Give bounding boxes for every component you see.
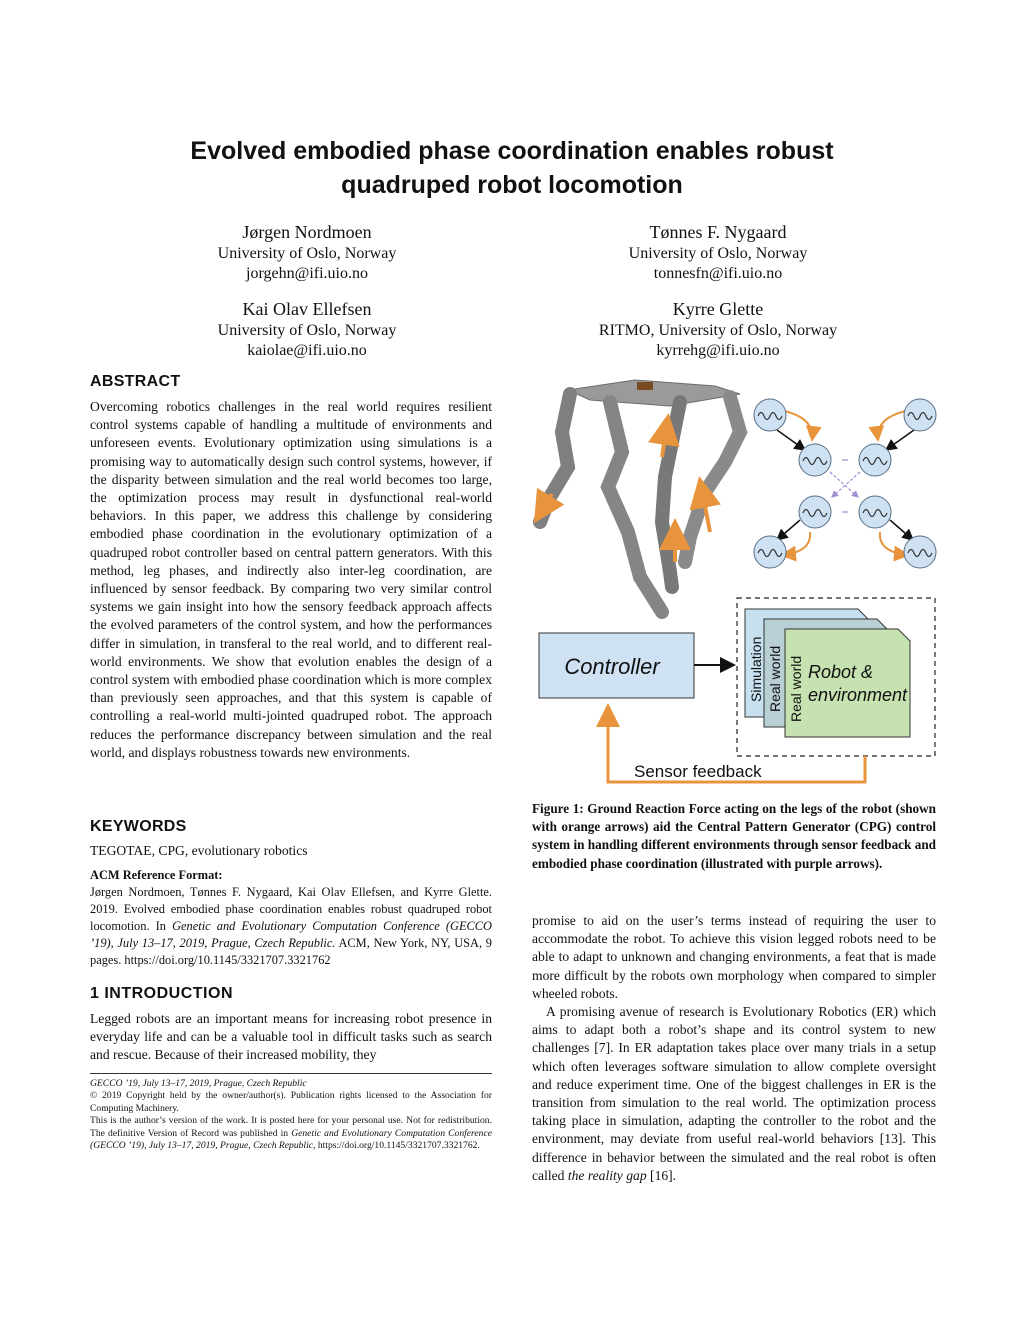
keywords-text: TEGOTAE, CPG, evolutionary robotics: [90, 843, 308, 858]
controller-label: Controller: [564, 654, 660, 679]
oscillator-icon: [799, 444, 831, 476]
author-block-1: [142, 220, 472, 284]
author-email[interactable]: jorgehn@ifi.uio.no: [246, 265, 368, 282]
acm-reference: [90, 867, 492, 969]
simulation-label: Simulation: [748, 636, 764, 702]
oscillator-icon: [799, 496, 831, 528]
oscillator-icon: [754, 536, 786, 568]
footnote-venue: GECCO ’19, July 13–17, 2019, Prague, Czech Republic: [90, 1078, 307, 1089]
footnote-version-2: , https://doi.org/10.1145/3321707.3321762.: [313, 1140, 480, 1152]
intro-col1: [90, 1010, 492, 1065]
robot-illustration: [536, 380, 740, 612]
footnote-rule: [90, 1073, 492, 1074]
robot-controller-box: [637, 382, 653, 390]
author-email[interactable]: tonnesfn@ifi.uio.no: [653, 265, 783, 282]
oscillator-icon: [904, 399, 936, 431]
acm-reference-text: [90, 884, 492, 969]
abstract-body: [90, 398, 492, 762]
title-line-2: quadruped robot locomotion: [341, 171, 683, 199]
intro-heading: 1 INTRODUCTION: [90, 985, 233, 1002]
acm-ref-venue: Genetic and Evolutionary Computation Conference (GECCO ’19), July 13–17, 2019, Prague, Czech Republic.: [90, 919, 493, 950]
oscillator-icon: [754, 399, 786, 431]
figure-caption: Figure 1: Ground Reaction Force acting on the legs of the robot (shown with orange arrows) aid the Central Pattern Generator (CPG) control system in handling different environments through sensor feedback and embodied phase coordination (illustrated with purple arrows).: [532, 801, 936, 871]
author-name: Kyrre Glette: [672, 299, 764, 319]
paper-title: [0, 134, 1024, 202]
author-affiliation: University of Oslo, Norway: [217, 245, 397, 262]
footnote-version-1: This is the author’s version of the work. It is posted here for your personal use. Not for redistribution. The definitive Version of Record was published in: [90, 1115, 492, 1139]
robot-env-label-2: environment: [808, 685, 908, 705]
real-world-label-2: Real world: [788, 655, 804, 722]
col2-para2-main: A promising avenue of research is Evolutionary Robotics (ER) which aims to adapt both a robot’s shape and its control system to new challenges [7]. In ER adaptation takes place over many trials in a setup which often leverages software simulation to allow complete oversight and reduce experiment time. One of the biggest challenges in ER is the transition from simulation to the real world. The optimization process taking place in simulation, adapting the controller to the robot and the environment, may deviate from useful real-world behaviors [13]. This difference in behavior between the simulated and the real robot is often called: [532, 1004, 936, 1183]
acm-ref-part1: Jørgen Nordmoen, Tønnes F. Nygaard, Kai Olav Ellefsen, and Kyrre Glette. 2019. Evolved embodied phase coordination enables robust quadruped robot locomotion. In: [90, 885, 492, 933]
figure-1: [530, 372, 940, 792]
title-line-1: Evolved embodied phase coordination enables robust: [190, 137, 834, 165]
author-block-4: [553, 297, 883, 361]
col2-para2-term: the reality gap: [567, 1167, 647, 1183]
abstract-heading: ABSTRACT: [90, 373, 181, 390]
intro-text: Legged robots are an important means for increasing robot presence in everyday life and can be a valuable tool in difficult tasks such as search and rescue. Because of their increased mobility, they: [90, 1011, 492, 1063]
robot-env-label-1: Robot &: [808, 662, 874, 682]
author-email[interactable]: kaiolae@ifi.uio.no: [247, 342, 367, 359]
author-block-3: [142, 297, 472, 361]
oscillator-icon: [859, 444, 891, 476]
author-email[interactable]: kyrrehg@ifi.uio.no: [656, 342, 780, 359]
author-name: Kai Olav Ellefsen: [242, 299, 372, 319]
acm-reference-heading: ACM Reference Format:: [90, 868, 223, 882]
intro-col2: [532, 912, 936, 1185]
footnote-version: [90, 1115, 492, 1152]
footnote-version-venue: Genetic and Evolutionary Computation Conference (GECCO ’19), July 13–17, 2019, Prague, Czech Republic: [90, 1127, 492, 1152]
oscillator-icon: [904, 536, 936, 568]
abstract-text: Overcoming robotics challenges in the real world requires resilient control systems capable of handling a multitude of environments and unforeseen events. Evolutionary optimization using simulations is a promising way to automatically design such control systems, however, if the disparity between simulation and the real world becomes too large, the optimization process may result in dysfunctional real-world behaviors. In this paper, we address this challenge by considering embodied phase coordination in the evolutionary optimization of a quadruped robot controller based on central pattern generators. With this method, leg phases, and indirectly also inter-leg coordination, are influenced by sensor feedback. By comparing two very similar control systems we gain insight into how the sensory feedback approach affects the evolved parameters of the control system, and how the performances differ in simulation, in transferal to the real world, and to different real-world environments. We show that evolution enables the design of a control system with embodied phase coordination which is more complex than previously seen approaches, and that this system is capable of controlling a real-world multi-jointed quadruped robot. The approach reduces the performance discrepancy between simulation and the real world, and displays robustness towards new environments.: [90, 399, 492, 760]
acm-ref-part2: ACM, New York, NY, USA, 9 pages. https://doi.org/10.1145/3321707.3321762: [90, 936, 492, 967]
author-block-2: [553, 220, 883, 284]
author-name: Tønnes F. Nygaard: [649, 222, 787, 242]
author-name: Jørgen Nordmoen: [242, 222, 372, 242]
author-affiliation: RITMO, University of Oslo, Norway: [598, 322, 838, 339]
col2-paragraph-1: promise to aid on the user’s terms instead of requiring the user to accommodate the robot. To achieve this vision legged robots need to be able to adapt to unknown and changing environments, a feat that is made more difficult by the robots own morphology when compared to simpler wheeled robots.: [532, 913, 936, 1001]
sensor-feedback-label: Sensor feedback: [634, 762, 762, 781]
col2-para2-end: [16].: [646, 1167, 677, 1183]
block-diagram: [539, 598, 935, 782]
oscillator-icon: [859, 496, 891, 528]
keywords-heading: KEYWORDS: [90, 818, 187, 835]
real-world-label-1: Real world: [767, 645, 783, 712]
footnote-block: [90, 1078, 492, 1152]
author-affiliation: University of Oslo, Norway: [628, 245, 808, 262]
cpg-network: [754, 399, 936, 568]
col2-paragraph-2: [532, 1003, 936, 1185]
author-affiliation: University of Oslo, Norway: [217, 322, 397, 339]
footnote-copyright: © 2019 Copyright held by the owner/author(s). Publication rights licensed to the Association for Computing Machinery.: [90, 1090, 492, 1114]
